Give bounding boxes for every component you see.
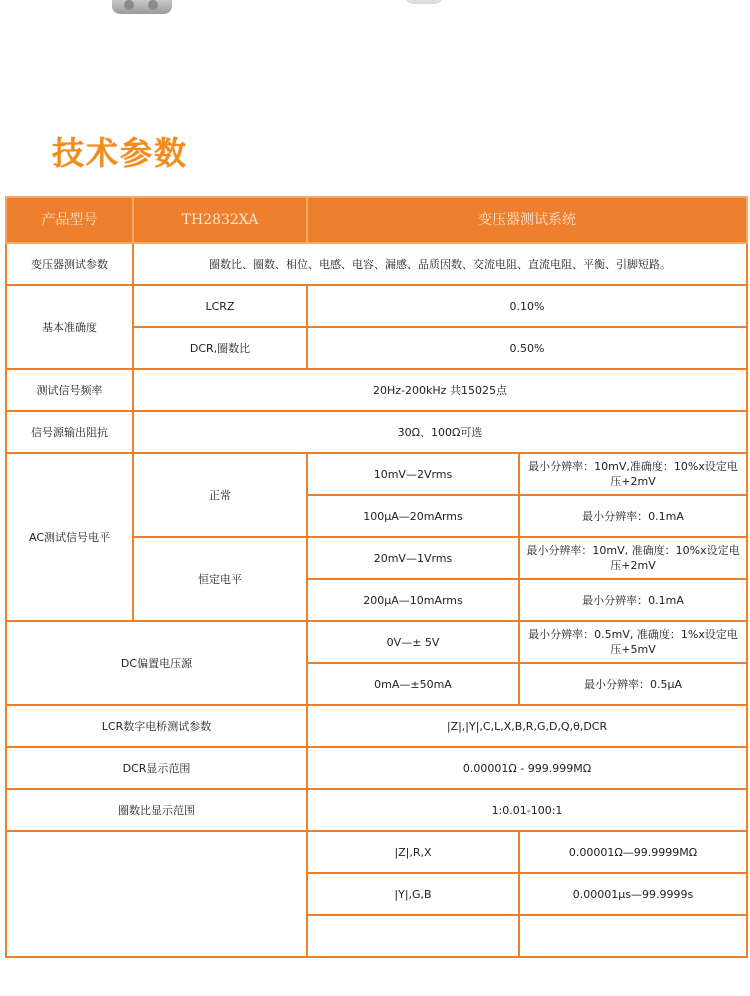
param-label: |Z|,R,X bbox=[307, 831, 519, 873]
connector-icon bbox=[124, 0, 134, 10]
table-row bbox=[6, 789, 747, 831]
resolution-value: 最小分辨率：10mV,准确度：10%x设定电压+2mV bbox=[519, 453, 747, 495]
resolution-value: 最小分辨率：0.5mV, 准确度：1%x设定电压+5mV bbox=[519, 621, 747, 663]
range-value: 0.00001Ω—99.9999MΩ bbox=[519, 831, 747, 873]
row-label: DCR显示范围 bbox=[6, 747, 307, 789]
table-row bbox=[6, 747, 747, 789]
row-label: 圈数比显示范围 bbox=[6, 789, 307, 831]
range-value: 20mV—1Vrms bbox=[307, 537, 519, 579]
param-label-empty bbox=[307, 915, 519, 957]
table-row bbox=[6, 621, 747, 663]
row-value: 1:0.01-100:1 bbox=[307, 789, 747, 831]
product-image-left bbox=[112, 0, 172, 14]
header-model-number: TH2832XA bbox=[133, 197, 307, 243]
resolution-value: 最小分辨率：0.1mA bbox=[519, 495, 747, 537]
section-title: 技术参数 bbox=[52, 134, 189, 172]
row-label: AC测试信号电平 bbox=[6, 453, 133, 621]
row-value: 0.10% bbox=[307, 285, 747, 327]
table-row bbox=[6, 369, 747, 411]
product-image-right bbox=[404, 0, 444, 4]
table-row bbox=[6, 285, 747, 327]
range-value: 0.00001μs—99.9999s bbox=[519, 873, 747, 915]
row-value: 30Ω、100Ω可选 bbox=[133, 411, 747, 453]
table-header-row bbox=[6, 197, 747, 243]
row-label: 信号源输出阻抗 bbox=[6, 411, 133, 453]
header-product-name: 变压器测试系统 bbox=[307, 197, 747, 243]
row-label: 变压器测试参数 bbox=[6, 243, 133, 285]
resolution-value: 最小分辨率：0.1mA bbox=[519, 579, 747, 621]
param-label: |Y|,G,B bbox=[307, 873, 519, 915]
row-value: 0.00001Ω - 999.999MΩ bbox=[307, 747, 747, 789]
spec-table bbox=[5, 196, 748, 958]
table-row bbox=[6, 831, 747, 873]
row-value: 圈数比、圈数、相位、电感、电容、漏感、品质因数、交流电阻、直流电阻、平衡、引脚短路。 bbox=[133, 243, 747, 285]
header-product-model-label: 产品型号 bbox=[6, 197, 133, 243]
range-value-empty bbox=[519, 915, 747, 957]
row-value: 0.50% bbox=[307, 327, 747, 369]
row-label: 基本准确度 bbox=[6, 285, 133, 369]
connector-icon bbox=[148, 0, 158, 10]
resolution-value: 最小分辨率：10mV, 准确度：10%x设定电压+2mV bbox=[519, 537, 747, 579]
range-value: 0V—± 5V bbox=[307, 621, 519, 663]
row-value: |Z|,|Y|,C,L,X,B,R,G,D,Q,θ,DCR bbox=[307, 705, 747, 747]
range-value: 100μA—20mArms bbox=[307, 495, 519, 537]
table-row bbox=[6, 453, 747, 495]
table-row bbox=[6, 411, 747, 453]
sub-label: LCRZ bbox=[133, 285, 307, 327]
row-label: LCR数字电桥测试参数 bbox=[6, 705, 307, 747]
row-label-empty bbox=[6, 831, 307, 957]
sub-label: DCR,圈数比 bbox=[133, 327, 307, 369]
table-row bbox=[6, 243, 747, 285]
row-value: 20Hz-200kHz 共15025点 bbox=[133, 369, 747, 411]
range-value: 10mV—2Vrms bbox=[307, 453, 519, 495]
row-label: DC偏置电压源 bbox=[6, 621, 307, 705]
range-value: 0mA—±50mA bbox=[307, 663, 519, 705]
product-photo-strip bbox=[0, 0, 750, 30]
sub-label: 恒定电平 bbox=[133, 537, 307, 621]
sub-label: 正常 bbox=[133, 453, 307, 537]
resolution-value: 最小分辨率：0.5μA bbox=[519, 663, 747, 705]
table-row bbox=[6, 705, 747, 747]
range-value: 200μA—10mArms bbox=[307, 579, 519, 621]
row-label: 测试信号频率 bbox=[6, 369, 133, 411]
